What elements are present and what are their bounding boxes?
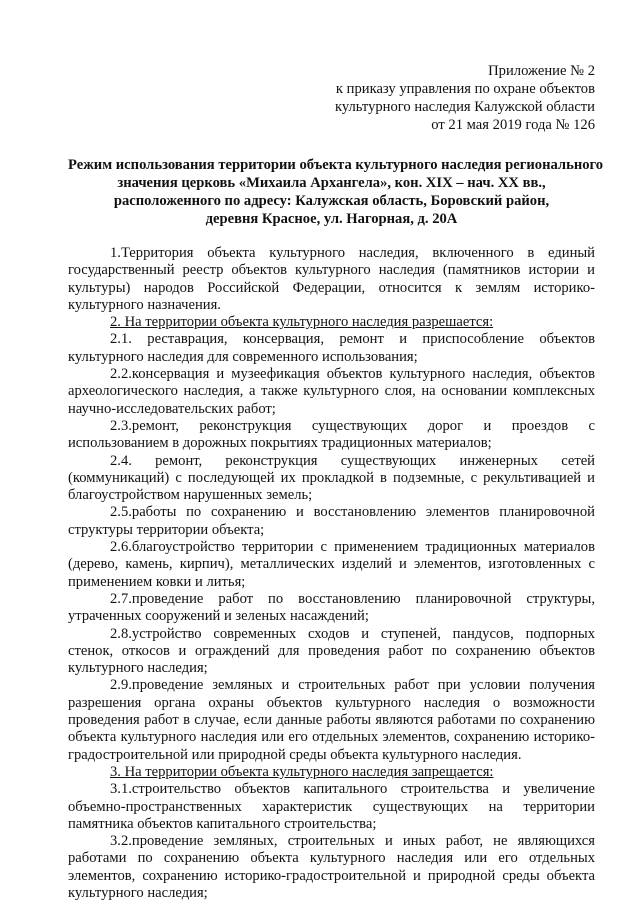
paragraph-2-6: 2.6.благоустройство территории с применением традиционных материалов (дерево, камень, кирпич), металлических изделий и элементов, изготовленных с применением ковки и литья;: [68, 539, 595, 590]
appendix-line-4: от 21 мая 2019 года № 126: [431, 117, 595, 133]
title-line-3: расположенного по адресу: Калужская область, Боровский район,: [113, 193, 550, 209]
paragraph-2-8: 2.8.устройство современных сходов и ступеней, пандусов, подпорных стенок, откосов и ограждений для проведения работ по сохранению объектов культурного наследия;: [68, 625, 595, 677]
title-line-2: значения церковь «Михаила Архангела», кон. XIX – нач. XX вв.,: [117, 175, 546, 191]
paragraph-2-9: 2.9.проведение земляных и строительных работ при условии получения разрешения органа охраны объектов культурного наследия о возможности проведения работ в случае, если данные работы являются работами по сохранению объекта культурного наследия или его отдельных элементов, сохранению историко-градостроительной или природной среды объекта культурного наследия.: [68, 677, 595, 763]
appendix-reference: [68, 62, 595, 134]
appendix-line-1: Приложение № 2: [488, 63, 595, 79]
paragraph-2-1: 2.1. реставрация, консервация, ремонт и приспособление объектов культурного наследия для современного использования;: [68, 331, 595, 365]
appendix-line-3: культурного наследия Калужской области: [334, 99, 595, 115]
paragraph-2-5: 2.5.работы по сохранению и восстановлению элементов планировочной структуры территории объекта;: [68, 504, 595, 538]
section-heading-3: 3. На территории объекта культурного наследия запрещается:: [110, 763, 494, 780]
section-heading-2: 2. На территории объекта культурного наследия разрешается:: [110, 314, 494, 331]
title-line-4: деревня Красное, ул. Нагорная, д. 20А: [205, 211, 458, 227]
paragraph-3-2: 3.2.проведение земляных, строительных и иных работ, не являющихся работами по сохранению объекта культурного наследия или его отдельных элементов, сохранению историко-градостроительной и природной среды объекта культурного наследия;: [68, 833, 595, 901]
paragraph-2-3: 2.3.ремонт, реконструкция существующих дорог и проездов с использованием в дорожных покрытиях традиционных материалов;: [68, 417, 595, 452]
paragraph-2-7: 2.7.проведение работ по восстановлению планировочной структуры, утраченных сооружений и зеленых насаждений;: [68, 590, 595, 625]
paragraph-2-2: 2.2.консервация и музеефикация объектов культурного наследия, объектов археологического наследия, а также культурного слоя, на основании комплексных научно-исследовательских работ;: [68, 366, 595, 417]
appendix-line-2: к приказу управления по охране объектов: [335, 81, 595, 97]
paragraph-2-4: 2.4. ремонт, реконструкция существующих инженерных сетей (коммуникаций) с последующей их прокладкой в подземные, с рекультивацией и благоустройством нарушенных земель;: [68, 452, 595, 504]
document-title: [68, 156, 604, 228]
paragraph-1: 1.Территория объекта культурного наследия, включенного в единый государственный реестр объектов культурного наследия (памятников истории и культуры) народов Российской Федерации, относится к землям историко-культурного назначения.: [68, 245, 595, 313]
title-line-1: Режим использования территории объекта культурного наследия регионального: [68, 157, 604, 173]
paragraph-3-1: 3.1.строительство объектов капитального строительства и увеличение объемно-пространственных характеристик существующих на территории памятника объектов капитального строительства;: [68, 781, 595, 832]
